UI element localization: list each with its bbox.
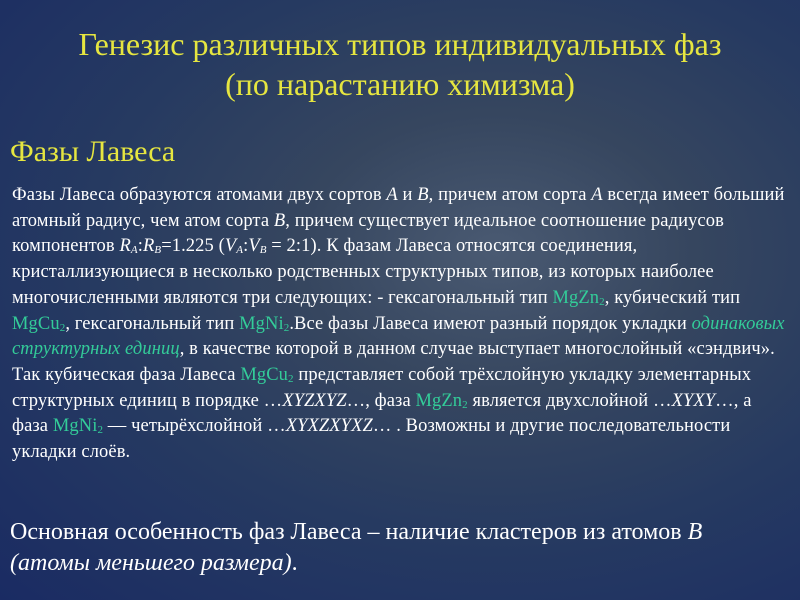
- body-text: является двухслойной …: [467, 390, 672, 411]
- formula-mgni2: MgNi$_2$: [239, 313, 290, 334]
- body-text: …, а фаза: [12, 390, 752, 437]
- formula-mgzn2: MgZn$_2$: [552, 287, 605, 308]
- body-text: , гексагональный тип: [65, 313, 240, 334]
- body-paragraph: [12, 183, 792, 466]
- formula-mgcu2: MgCu$_2$: [12, 313, 66, 334]
- body-text: представляет собой трёхслойную укладку элементарных структурных единиц в порядке …: [12, 364, 752, 411]
- body-text: …, фаза: [346, 390, 416, 411]
- highlighted-term: одинаковых структурных единиц: [12, 313, 785, 360]
- atom-b-symbol: B: [687, 519, 703, 545]
- radius-ratio-formula: $R_A:R_B$: [119, 236, 162, 257]
- atom-b-symbol: B: [417, 185, 429, 205]
- stacking-sequence: XYXZXYXZ: [285, 416, 373, 437]
- conclusion-text: Основная особенность фаз Лавеса – наличие кластеров из атомов B (атомы меньшего размера).: [10, 519, 703, 576]
- body-text: .Все фазы Лавеса имеют разный порядок укладки: [289, 313, 692, 334]
- volume-ratio-formula: $V_A:V_B$: [224, 236, 267, 257]
- stacking-sequence: XYXY: [671, 390, 716, 411]
- atom-a-symbol: A: [386, 185, 398, 205]
- formula-mgni2: MgNi$_2$: [52, 416, 104, 437]
- body-text: — четырёхслойной …: [103, 416, 286, 437]
- body-text: = 2:1). К фазам Лавеса относятся соединения, кристаллизующиеся в несколько родственных структурных типов, из которых наиболее многочисленными являются три следующих: - гексагональный тип: [12, 236, 714, 308]
- body-text: и: [397, 185, 418, 205]
- formula-mgcu2: MgCu$_2$: [240, 364, 294, 385]
- section-heading: Фазы Лавеса: [10, 135, 176, 168]
- body-text: , причем существует идеальное соотношение радиусов компонентов: [12, 210, 724, 257]
- body-text: … . Возможны и другие последовательности укладки слоёв.: [12, 416, 731, 463]
- formula-mgzn2: MgZn$_2$: [415, 390, 468, 411]
- slide-title-line-2: (по нарастанию химизма): [225, 66, 575, 102]
- body-text: , в качестве которой в данном случае выступает многослойный «сэндвич». Так кубическая фаза Лавеса: [12, 339, 775, 385]
- body-text: всегда имеет больший атомный радиус, чем атом сорта: [12, 185, 785, 231]
- body-text: , причем атом сорта: [428, 185, 592, 205]
- atom-a-symbol: A: [591, 185, 603, 205]
- body-text: =1.225 (: [161, 236, 225, 257]
- slide-title-line-1: Генезис различных типов индивидуальных фаз: [78, 26, 722, 62]
- atom-b-symbol: B: [273, 210, 286, 231]
- body-text: Фазы Лавеса образуются атомами двух сортов: [12, 185, 387, 205]
- slide-title: [20, 24, 780, 104]
- stacking-sequence: XYZXYZ: [282, 390, 347, 411]
- body-text: , кубический тип: [604, 287, 741, 308]
